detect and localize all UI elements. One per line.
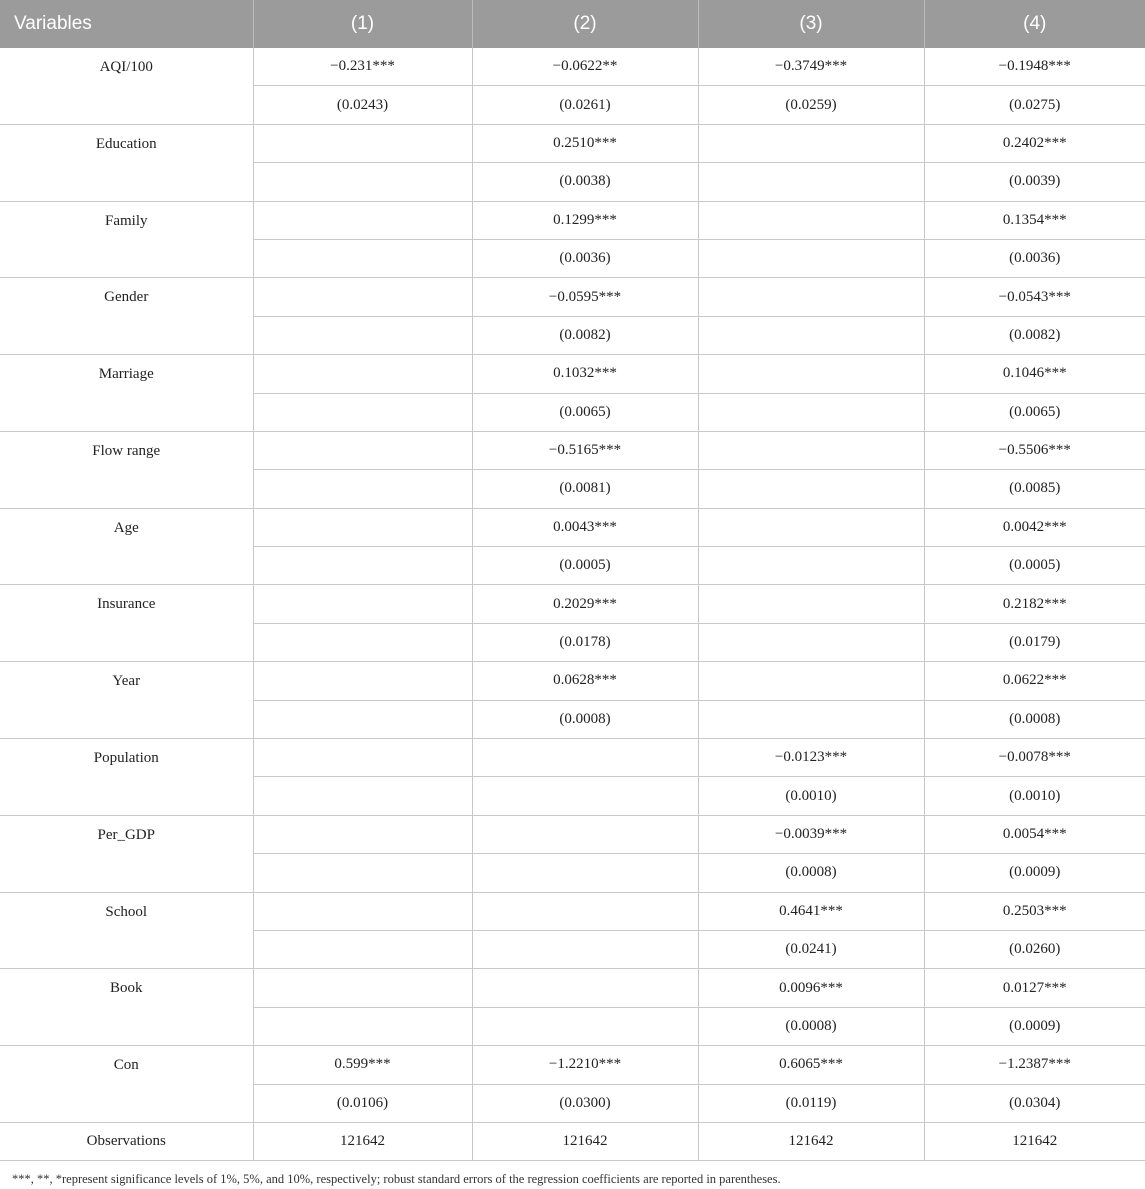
standard-error-cell [253, 700, 472, 738]
standard-error-cell [253, 239, 472, 277]
observations-label: Observations [0, 1122, 253, 1160]
variable-name: Per_GDP [0, 815, 253, 892]
coefficient-cell: 0.1354*** [924, 201, 1145, 239]
variable-name: Age [0, 508, 253, 585]
table-row-observations [0, 1122, 1145, 1160]
standard-error-cell: (0.0036) [924, 239, 1145, 277]
coefficient-cell: −0.0123*** [698, 739, 924, 777]
standard-error-cell [472, 1007, 698, 1045]
table-row-school-coef [0, 892, 1145, 930]
table-row-insurance-coef [0, 585, 1145, 623]
table-row-age-coef [0, 508, 1145, 546]
coefficient-cell [253, 662, 472, 700]
coefficient-cell: −0.5506*** [924, 431, 1145, 469]
standard-error-cell: (0.0179) [924, 623, 1145, 661]
table-body [0, 48, 1145, 1161]
coefficient-cell [472, 815, 698, 853]
coefficient-cell [253, 892, 472, 930]
standard-error-cell: (0.0009) [924, 854, 1145, 892]
observations-cell: 121642 [472, 1122, 698, 1160]
table-row-per-gdp-coef [0, 815, 1145, 853]
standard-error-cell [253, 393, 472, 431]
standard-error-cell: (0.0005) [472, 547, 698, 585]
standard-error-cell: (0.0036) [472, 239, 698, 277]
table-row-aqi-100-coef [0, 48, 1145, 86]
table-row-marriage-coef [0, 355, 1145, 393]
coefficient-cell [698, 355, 924, 393]
header-model-4: (4) [924, 0, 1145, 48]
coefficient-cell [472, 892, 698, 930]
standard-error-cell [698, 547, 924, 585]
standard-error-cell: (0.0008) [924, 700, 1145, 738]
coefficient-cell [698, 278, 924, 316]
coefficient-cell: 0.2029*** [472, 585, 698, 623]
standard-error-cell: (0.0082) [472, 316, 698, 354]
coefficient-cell: 0.2182*** [924, 585, 1145, 623]
coefficient-cell: −0.0595*** [472, 278, 698, 316]
coefficient-cell [698, 201, 924, 239]
standard-error-cell: (0.0081) [472, 470, 698, 508]
coefficient-cell [253, 355, 472, 393]
coefficient-cell: −1.2387*** [924, 1046, 1145, 1084]
standard-error-cell [698, 316, 924, 354]
standard-error-cell: (0.0008) [472, 700, 698, 738]
standard-error-cell: (0.0119) [698, 1084, 924, 1122]
coefficient-cell: 0.0628*** [472, 662, 698, 700]
coefficient-cell: 0.4641*** [698, 892, 924, 930]
standard-error-cell: (0.0008) [698, 854, 924, 892]
coefficient-cell: 0.0043*** [472, 508, 698, 546]
table-row-year-coef [0, 662, 1145, 700]
observations-cell: 121642 [698, 1122, 924, 1160]
variable-name: Family [0, 201, 253, 278]
standard-error-cell: (0.0300) [472, 1084, 698, 1122]
observations-cell: 121642 [253, 1122, 472, 1160]
coefficient-cell: 0.0054*** [924, 815, 1145, 853]
coefficient-cell [698, 431, 924, 469]
coefficient-cell: −0.3749*** [698, 48, 924, 86]
standard-error-cell: (0.0085) [924, 470, 1145, 508]
coefficient-cell [253, 585, 472, 623]
table-row-book-coef [0, 969, 1145, 1007]
standard-error-cell [698, 623, 924, 661]
coefficient-cell: 0.2510*** [472, 124, 698, 162]
coefficient-cell [253, 431, 472, 469]
variable-name: AQI/100 [0, 48, 253, 124]
standard-error-cell: (0.0241) [698, 930, 924, 968]
standard-error-cell: (0.0065) [924, 393, 1145, 431]
standard-error-cell: (0.0005) [924, 547, 1145, 585]
header-model-3: (3) [698, 0, 924, 48]
coefficient-cell: −1.2210*** [472, 1046, 698, 1084]
coefficient-cell: −0.231*** [253, 48, 472, 86]
coefficient-cell: −0.0543*** [924, 278, 1145, 316]
coefficient-cell [253, 278, 472, 316]
variable-name: Gender [0, 278, 253, 355]
standard-error-cell [698, 393, 924, 431]
header-row [0, 0, 1145, 48]
coefficient-cell: 0.2503*** [924, 892, 1145, 930]
standard-error-cell [698, 163, 924, 201]
standard-error-cell [253, 777, 472, 815]
standard-error-cell: (0.0008) [698, 1007, 924, 1045]
observations-cell: 121642 [924, 1122, 1145, 1160]
standard-error-cell: (0.0243) [253, 86, 472, 124]
standard-error-cell: (0.0275) [924, 86, 1145, 124]
standard-error-cell: (0.0259) [698, 86, 924, 124]
variable-name: Book [0, 969, 253, 1046]
coefficient-cell: −0.1948*** [924, 48, 1145, 86]
coefficient-cell: 0.0622*** [924, 662, 1145, 700]
coefficient-cell [472, 739, 698, 777]
coefficient-cell: 0.2402*** [924, 124, 1145, 162]
standard-error-cell [253, 163, 472, 201]
coefficient-cell: 0.1032*** [472, 355, 698, 393]
standard-error-cell: (0.0261) [472, 86, 698, 124]
coefficient-cell [698, 662, 924, 700]
coefficient-cell: 0.1046*** [924, 355, 1145, 393]
header-variables: Variables [0, 0, 253, 48]
standard-error-cell: (0.0009) [924, 1007, 1145, 1045]
coefficient-cell [253, 739, 472, 777]
standard-error-cell: (0.0106) [253, 1084, 472, 1122]
standard-error-cell: (0.0082) [924, 316, 1145, 354]
standard-error-cell [698, 700, 924, 738]
variable-name: Con [0, 1046, 253, 1123]
header-model-2: (2) [472, 0, 698, 48]
coefficient-cell: 0.0127*** [924, 969, 1145, 1007]
standard-error-cell [253, 470, 472, 508]
variable-name: Education [0, 124, 253, 201]
coefficient-cell [253, 815, 472, 853]
standard-error-cell [253, 547, 472, 585]
table-footnote: ***, **, *represent significance levels of 1%, 5%, and 10%, respectively; robust standard errors of the regression coefficients are reported in parentheses. [12, 1172, 781, 1186]
coefficient-cell [698, 124, 924, 162]
variable-name: School [0, 892, 253, 969]
standard-error-cell [253, 854, 472, 892]
standard-error-cell: (0.0304) [924, 1084, 1145, 1122]
coefficient-cell [253, 969, 472, 1007]
standard-error-cell [698, 239, 924, 277]
variable-name: Population [0, 739, 253, 816]
standard-error-cell: (0.0065) [472, 393, 698, 431]
variable-name: Year [0, 662, 253, 739]
standard-error-cell: (0.0010) [698, 777, 924, 815]
table-row-flow-range-coef [0, 431, 1145, 469]
standard-error-cell [472, 777, 698, 815]
coefficient-cell: 0.6065*** [698, 1046, 924, 1084]
coefficient-cell [253, 201, 472, 239]
coefficient-cell [698, 585, 924, 623]
coefficient-cell: −0.0078*** [924, 739, 1145, 777]
coefficient-cell: −0.5165*** [472, 431, 698, 469]
coefficient-cell [698, 508, 924, 546]
table-row-family-coef [0, 201, 1145, 239]
table-row-con-coef [0, 1046, 1145, 1084]
table-row-education-coef [0, 124, 1145, 162]
standard-error-cell: (0.0178) [472, 623, 698, 661]
header-model-1: (1) [253, 0, 472, 48]
standard-error-cell [472, 854, 698, 892]
standard-error-cell [253, 316, 472, 354]
table-row-gender-coef [0, 278, 1145, 316]
standard-error-cell [253, 1007, 472, 1045]
variable-name: Insurance [0, 585, 253, 662]
standard-error-cell [253, 930, 472, 968]
coefficient-cell: 0.0042*** [924, 508, 1145, 546]
coefficient-cell: 0.599*** [253, 1046, 472, 1084]
standard-error-cell: (0.0010) [924, 777, 1145, 815]
coefficient-cell [253, 508, 472, 546]
coefficient-cell: −0.0039*** [698, 815, 924, 853]
coefficient-cell: 0.1299*** [472, 201, 698, 239]
standard-error-cell: (0.0038) [472, 163, 698, 201]
standard-error-cell: (0.0039) [924, 163, 1145, 201]
variable-name: Marriage [0, 355, 253, 432]
coefficient-cell [253, 124, 472, 162]
standard-error-cell [698, 470, 924, 508]
coefficient-cell [472, 969, 698, 1007]
coefficient-cell: 0.0096*** [698, 969, 924, 1007]
standard-error-cell [472, 930, 698, 968]
standard-error-cell: (0.0260) [924, 930, 1145, 968]
variable-name: Flow range [0, 431, 253, 508]
table-row-population-coef [0, 739, 1145, 777]
coefficient-cell: −0.0622** [472, 48, 698, 86]
standard-error-cell [253, 623, 472, 661]
